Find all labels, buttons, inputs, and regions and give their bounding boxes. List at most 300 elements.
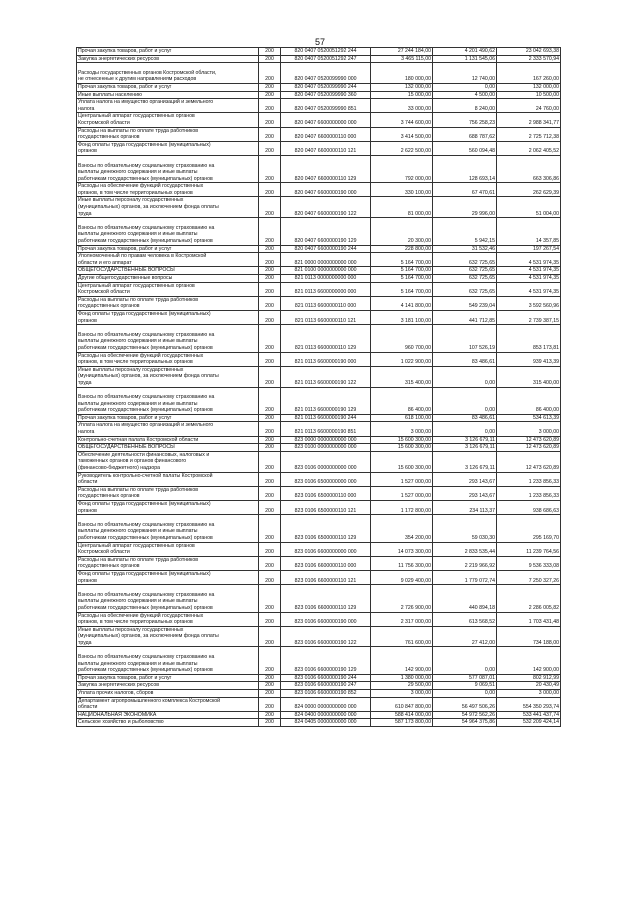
row-description: Закупка энергетических ресурсов [77,682,259,690]
table-row [77,366,561,387]
table-row [77,352,561,366]
row-approved: 354 200,00 [371,515,433,542]
row-approved: 330 100,00 [371,183,433,197]
row-budget-code: 823 0106 6500000000 000 [281,472,371,486]
row-description: Взносы по обязательному социальному страхованию на выплаты денежного содержания и иные выплаты работникам государственных (муниципальных) органов [77,647,259,674]
row-line-code: 200 [259,197,281,218]
row-remaining: 2 725 712,38 [497,127,561,141]
table-row [77,197,561,218]
row-approved: 3 181 100,00 [371,310,433,324]
row-line-code: 200 [259,585,281,612]
row-approved: 81 000,00 [371,197,433,218]
row-executed: 128 693,14 [433,155,497,182]
row-approved: 15 000,00 [371,91,433,99]
row-line-code: 200 [259,325,281,352]
row-approved: 1 527 000,00 [371,486,433,500]
table-row [77,63,561,84]
row-executed: 3 126 679,11 [433,444,497,452]
table-row [77,55,561,63]
row-executed: 83 486,61 [433,414,497,422]
row-description: Расходы на обеспечение функций государственных органов, в том числе территориальных органов [77,612,259,626]
row-line-code: 200 [259,542,281,556]
budget-execution-table [76,47,561,727]
table-row [77,444,561,452]
row-line-code: 200 [259,472,281,486]
row-budget-code: 820 0407 6600000190 129 [281,218,371,245]
row-line-code: 200 [259,422,281,436]
row-approved: 588 414 000,00 [371,711,433,719]
row-description: Расходы на обеспечение функций государственных органов, в том числе территориальных органов [77,352,259,366]
row-budget-code: 823 0106 6600000190 000 [281,612,371,626]
row-remaining: 315 400,00 [497,366,561,387]
row-remaining: 663 306,86 [497,155,561,182]
row-remaining: 12 473 620,89 [497,444,561,452]
table-row [77,486,561,500]
table-row [77,585,561,612]
table-row [77,472,561,486]
row-remaining: 12 473 620,89 [497,451,561,472]
row-line-code: 200 [259,451,281,472]
row-line-code: 200 [259,697,281,711]
row-remaining: 3 000,00 [497,690,561,698]
row-remaining: 554 350 293,74 [497,697,561,711]
row-description: Уплата налога на имущество организаций и земельного налога [77,99,259,113]
row-description: Фонд оплаты труда государственных (муниципальных) органов [77,310,259,324]
row-approved: 315 400,00 [371,366,433,387]
table-row [77,501,561,515]
row-executed: 0,00 [433,690,497,698]
row-budget-code: 820 0407 6600000190 000 [281,183,371,197]
row-remaining: 1 233 856,33 [497,472,561,486]
row-budget-code: 823 0106 6500000110 000 [281,486,371,500]
row-line-code: 200 [259,55,281,63]
row-approved: 3 414 500,00 [371,127,433,141]
row-budget-code: 823 0106 6600000190 122 [281,626,371,647]
row-description: Сельское хозяйство и рыболовство [77,719,259,727]
row-remaining: 23 042 693,38 [497,48,561,56]
row-line-code: 200 [259,674,281,682]
row-executed: 4 201 490,62 [433,48,497,56]
row-description: Центральный аппарат государственных органов Костромской области [77,542,259,556]
row-description: Расходы на обеспечение функций государственных органов, в том числе территориальных органов [77,183,259,197]
row-executed: 5 942,15 [433,218,497,245]
row-remaining: 24 760,00 [497,99,561,113]
row-line-code: 200 [259,682,281,690]
row-line-code: 200 [259,99,281,113]
row-remaining: 1 703 431,48 [497,612,561,626]
row-budget-code: 821 0113 6600000110 000 [281,296,371,310]
row-remaining: 1 233 856,33 [497,486,561,500]
row-description: Взносы по обязательному социальному страхованию на выплаты денежного содержания и иные выплаты работникам государственных (муниципальных) органов [77,585,259,612]
row-budget-code: 823 0106 6500000110 121 [281,501,371,515]
table-row [77,296,561,310]
row-budget-code: 820 0407 0520099990 000 [281,63,371,84]
row-line-code: 200 [259,486,281,500]
table-row [77,282,561,296]
row-description: Другие общегосударственные вопросы [77,275,259,283]
row-description: Взносы по обязательному социальному страхованию на выплаты денежного содержания и иные выплаты работникам государственных (муниципальных) органов [77,155,259,182]
row-description: Закупка энергетических ресурсов [77,55,259,63]
row-description: Взносы по обязательному социальному страхованию на выплаты денежного содержания и иные выплаты работникам государственных (муниципальных) органов [77,387,259,414]
row-approved: 4 141 800,00 [371,296,433,310]
row-remaining: 938 686,63 [497,501,561,515]
row-description: Взносы по обязательному социальному страхованию на выплаты денежного содержания и иные выплаты работникам государственных (муниципальных) органов [77,218,259,245]
table-row [77,113,561,127]
row-line-code: 200 [259,296,281,310]
row-description: Центральный аппарат государственных органов Костромской области [77,113,259,127]
row-description: Уплата прочих налогов, сборов [77,690,259,698]
row-executed: 9 069,51 [433,682,497,690]
row-budget-code: 820 0407 0520099990 360 [281,91,371,99]
row-budget-code: 821 0100 0000000000 000 [281,267,371,275]
row-line-code: 200 [259,612,281,626]
row-remaining: 7 250 327,26 [497,570,561,584]
row-remaining: 3 592 560,96 [497,296,561,310]
row-budget-code: 821 0113 6600000000 000 [281,282,371,296]
row-executed: 613 568,52 [433,612,497,626]
row-line-code: 200 [259,647,281,674]
row-approved: 14 073 300,00 [371,542,433,556]
row-budget-code: 821 0113 6600000190 122 [281,366,371,387]
row-approved: 1 022 900,00 [371,352,433,366]
row-approved: 15 600 300,00 [371,436,433,444]
row-line-code: 200 [259,310,281,324]
row-remaining: 2 286 005,82 [497,585,561,612]
row-line-code: 200 [259,444,281,452]
row-executed: 59 030,30 [433,515,497,542]
row-description: ОБЩЕГОСУДАРСТВЕННЫЕ ВОПРОСЫ [77,444,259,452]
row-line-code: 200 [259,48,281,56]
row-executed: 31 532,46 [433,245,497,253]
row-description: Расходы на выплаты по оплате труда работников государственных органов [77,556,259,570]
row-budget-code: 823 0000 0000000000 000 [281,436,371,444]
row-budget-code: 821 0000 0000000000 000 [281,253,371,267]
row-budget-code: 823 0106 6600000190 852 [281,690,371,698]
row-approved: 610 847 800,00 [371,697,433,711]
row-approved: 2 726 900,00 [371,585,433,612]
row-remaining: 132 000,00 [497,83,561,91]
row-approved: 5 164 700,00 [371,253,433,267]
row-approved: 792 000,00 [371,155,433,182]
row-remaining: 2 739 387,15 [497,310,561,324]
row-budget-code: 823 0106 6600000190 247 [281,682,371,690]
table-row [77,310,561,324]
row-remaining: 20 430,49 [497,682,561,690]
row-budget-code: 823 0106 6600000000 000 [281,542,371,556]
row-budget-code: 824 0405 0000000000 000 [281,719,371,727]
row-description: Обеспечение деятельности финансовых, налоговых и таможенных органов и органов финансового (финансово-бюджетного) надзора [77,451,259,472]
row-line-code: 200 [259,387,281,414]
row-approved: 960 700,00 [371,325,433,352]
row-line-code: 200 [259,155,281,182]
row-line-code: 200 [259,352,281,366]
row-remaining: 262 629,39 [497,183,561,197]
row-budget-code: 820 0407 6600000110 000 [281,127,371,141]
row-description: Контрольно-счетная палата Костромской области [77,436,259,444]
row-line-code: 200 [259,436,281,444]
table-row [77,99,561,113]
row-line-code: 200 [259,91,281,99]
row-budget-code: 823 0106 0000000000 000 [281,451,371,472]
table-row [77,542,561,556]
row-executed: 293 143,67 [433,486,497,500]
row-approved: 587 173 800,00 [371,719,433,727]
row-remaining: 2 062 405,52 [497,141,561,155]
row-remaining: 11 239 764,56 [497,542,561,556]
row-approved: 132 000,00 [371,83,433,91]
row-approved: 11 756 300,00 [371,556,433,570]
row-budget-code: 821 0113 6600000110 121 [281,310,371,324]
row-budget-code: 820 0407 0520099990 244 [281,83,371,91]
row-remaining: 802 912,99 [497,674,561,682]
row-description: Центральный аппарат государственных органов Костромской области [77,282,259,296]
row-approved: 761 600,00 [371,626,433,647]
row-budget-code: 824 0000 0000000000 000 [281,697,371,711]
page-number: 57 [314,37,325,47]
row-executed: 688 787,62 [433,127,497,141]
row-line-code: 200 [259,711,281,719]
row-line-code: 200 [259,515,281,542]
row-approved: 2 622 500,00 [371,141,433,155]
table-row [77,141,561,155]
table-row [77,91,561,99]
row-description: Иные выплаты персоналу государственных (муниципальных) органов, за исключением фонда оплаты труда [77,626,259,647]
row-description: Расходы на выплаты по оплате труда работников государственных органов [77,296,259,310]
row-description: Фонд оплаты труда государственных (муниципальных) органов [77,501,259,515]
row-remaining: 9 536 333,08 [497,556,561,570]
row-description: Прочая закупка товаров, работ и услуг [77,245,259,253]
row-description: Уплата налога на имущество организаций и земельного налога [77,422,259,436]
table-row [77,612,561,626]
row-executed: 293 143,67 [433,472,497,486]
row-remaining: 4 531 974,35 [497,275,561,283]
row-remaining: 14 357,85 [497,218,561,245]
row-executed: 29 996,00 [433,197,497,218]
row-executed: 83 486,61 [433,352,497,366]
row-executed: 756 258,23 [433,113,497,127]
table-row [77,325,561,352]
row-line-code: 200 [259,626,281,647]
table-row [77,436,561,444]
row-approved: 15 600 300,00 [371,444,433,452]
table-row [77,674,561,682]
row-remaining: 12 473 620,89 [497,436,561,444]
row-executed: 3 126 679,11 [433,436,497,444]
row-approved: 15 600 300,00 [371,451,433,472]
row-executed: 441 712,85 [433,310,497,324]
row-budget-code: 823 0106 6600000110 129 [281,585,371,612]
row-executed: 632 725,65 [433,267,497,275]
row-remaining: 10 500,00 [497,91,561,99]
row-budget-code: 823 0106 6600000110 121 [281,570,371,584]
row-budget-code: 820 0407 6600000000 000 [281,113,371,127]
row-executed: 0,00 [433,366,497,387]
row-approved: 20 300,00 [371,218,433,245]
row-executed: 3 126 679,11 [433,451,497,472]
table-row [77,711,561,719]
row-line-code: 200 [259,141,281,155]
table-row [77,183,561,197]
row-budget-code: 820 0407 0520051292 247 [281,55,371,63]
row-approved: 33 000,00 [371,99,433,113]
row-approved: 228 800,00 [371,245,433,253]
row-description: Иные выплаты населению [77,91,259,99]
row-remaining: 734 188,00 [497,626,561,647]
row-budget-code: 820 0407 6600000190 122 [281,197,371,218]
row-budget-code: 823 0100 0000000000 000 [281,444,371,452]
row-budget-code: 821 0113 6600000190 000 [281,352,371,366]
row-description: Фонд оплаты труда государственных (муниципальных) органов [77,570,259,584]
table-row [77,267,561,275]
row-description: Расходы государственных органов Костромской области, не отнесенные к другим направлениям расходов [77,63,259,84]
row-description: Расходы на выплаты по оплате труда работников государственных органов [77,127,259,141]
row-line-code: 200 [259,267,281,275]
row-budget-code: 823 0106 6600000190 129 [281,647,371,674]
row-executed: 107 526,19 [433,325,497,352]
row-remaining: 142 900,00 [497,647,561,674]
table-row [77,626,561,647]
row-description: Прочая закупка товаров, работ и услуг [77,414,259,422]
row-description: ОБЩЕГОСУДАРСТВЕННЫЕ ВОПРОСЫ [77,267,259,275]
table-row [77,275,561,283]
row-description: Взносы по обязательному социальному страхованию на выплаты денежного содержания и иные выплаты работникам государственных (муниципальных) органов [77,515,259,542]
row-executed: 54 972 562,26 [433,711,497,719]
table-row [77,218,561,245]
row-description: Руководитель контрольно-счетной палаты Костромской области [77,472,259,486]
row-approved: 9 029 400,00 [371,570,433,584]
row-description: Иные выплаты персоналу государственных (муниципальных) органов, за исключением фонда оплаты труда [77,366,259,387]
table-row [77,647,561,674]
row-executed: 577 087,01 [433,674,497,682]
table-row [77,83,561,91]
row-executed: 1 779 072,74 [433,570,497,584]
row-budget-code: 820 0407 6600000190 244 [281,245,371,253]
row-approved: 618 100,00 [371,414,433,422]
row-executed: 632 725,65 [433,253,497,267]
row-description: Департамент агропромышленного комплекса Костромской области [77,697,259,711]
row-approved: 3 744 600,00 [371,113,433,127]
table-row [77,253,561,267]
row-executed: 67 470,61 [433,183,497,197]
row-description: Прочая закупка товаров, работ и услуг [77,48,259,56]
row-approved: 3 000,00 [371,422,433,436]
row-line-code: 200 [259,113,281,127]
row-budget-code: 820 0407 0520099990 851 [281,99,371,113]
row-line-code: 200 [259,690,281,698]
row-executed: 54 964 375,86 [433,719,497,727]
row-remaining: 532 209 424,14 [497,719,561,727]
row-approved: 3 000,00 [371,690,433,698]
row-line-code: 200 [259,245,281,253]
row-description: Расходы на выплаты по оплате труда работников государственных органов [77,486,259,500]
row-description: Взносы по обязательному социальному страхованию на выплаты денежного содержания и иные выплаты работникам государственных (муниципальных) органов [77,325,259,352]
table-row [77,155,561,182]
row-line-code: 200 [259,83,281,91]
row-approved: 5 164 700,00 [371,267,433,275]
row-executed: 1 131 545,06 [433,55,497,63]
row-remaining: 4 531 974,35 [497,282,561,296]
row-description: Прочая закупка товаров, работ и услуг [77,674,259,682]
row-line-code: 200 [259,501,281,515]
row-executed: 2 833 535,44 [433,542,497,556]
row-line-code: 200 [259,719,281,727]
row-executed: 0,00 [433,647,497,674]
row-budget-code: 823 0106 6600000110 000 [281,556,371,570]
row-approved: 3 465 115,00 [371,55,433,63]
row-description: Уполномоченный по правам человека в Костромской области и его аппарат [77,253,259,267]
table-row [77,719,561,727]
row-budget-code: 823 0106 6600000190 244 [281,674,371,682]
table-row [77,697,561,711]
row-remaining: 4 531 974,35 [497,253,561,267]
row-executed: 560 094,48 [433,141,497,155]
row-remaining: 197 267,54 [497,245,561,253]
row-budget-code: 823 0106 6500000110 129 [281,515,371,542]
row-remaining: 167 260,00 [497,63,561,84]
row-line-code: 200 [259,366,281,387]
table-row [77,515,561,542]
row-line-code: 200 [259,570,281,584]
row-line-code: 200 [259,127,281,141]
row-approved: 27 244 184,00 [371,48,433,56]
table-row [77,127,561,141]
row-executed: 549 239,04 [433,296,497,310]
row-remaining: 2 988 341,77 [497,113,561,127]
row-approved: 5 164 700,00 [371,282,433,296]
row-approved: 2 317 000,00 [371,612,433,626]
table-row [77,387,561,414]
row-executed: 0,00 [433,83,497,91]
row-executed: 4 500,00 [433,91,497,99]
table-row [77,451,561,472]
row-line-code: 200 [259,63,281,84]
row-budget-code: 821 0113 6600000110 129 [281,325,371,352]
row-executed: 8 240,00 [433,99,497,113]
row-approved: 5 164 700,00 [371,275,433,283]
row-remaining: 533 441 437,74 [497,711,561,719]
row-approved: 1 527 000,00 [371,472,433,486]
row-remaining: 3 000,00 [497,422,561,436]
table-row [77,48,561,56]
row-approved: 29 500,00 [371,682,433,690]
row-line-code: 200 [259,414,281,422]
row-description: Прочая закупка товаров, работ и услуг [77,83,259,91]
row-executed: 27 412,00 [433,626,497,647]
row-approved: 86 400,00 [371,387,433,414]
row-budget-code: 820 0407 6600000110 121 [281,141,371,155]
row-description: НАЦИОНАЛЬНАЯ ЭКОНОМИКА [77,711,259,719]
row-remaining: 4 531 974,35 [497,267,561,275]
row-line-code: 200 [259,282,281,296]
row-executed: 2 219 966,92 [433,556,497,570]
row-remaining: 939 413,39 [497,352,561,366]
table-row [77,690,561,698]
row-budget-code: 820 0407 0520051292 244 [281,48,371,56]
row-budget-code: 821 0113 6600000190 244 [281,414,371,422]
row-executed: 0,00 [433,422,497,436]
row-remaining: 2 333 570,94 [497,55,561,63]
row-line-code: 200 [259,275,281,283]
row-budget-code: 820 0407 6600000110 129 [281,155,371,182]
row-remaining: 86 400,00 [497,387,561,414]
row-remaining: 51 004,00 [497,197,561,218]
row-line-code: 200 [259,556,281,570]
row-line-code: 200 [259,183,281,197]
row-approved: 180 000,00 [371,63,433,84]
row-executed: 56 497 506,26 [433,697,497,711]
row-remaining: 534 613,39 [497,414,561,422]
row-line-code: 200 [259,253,281,267]
